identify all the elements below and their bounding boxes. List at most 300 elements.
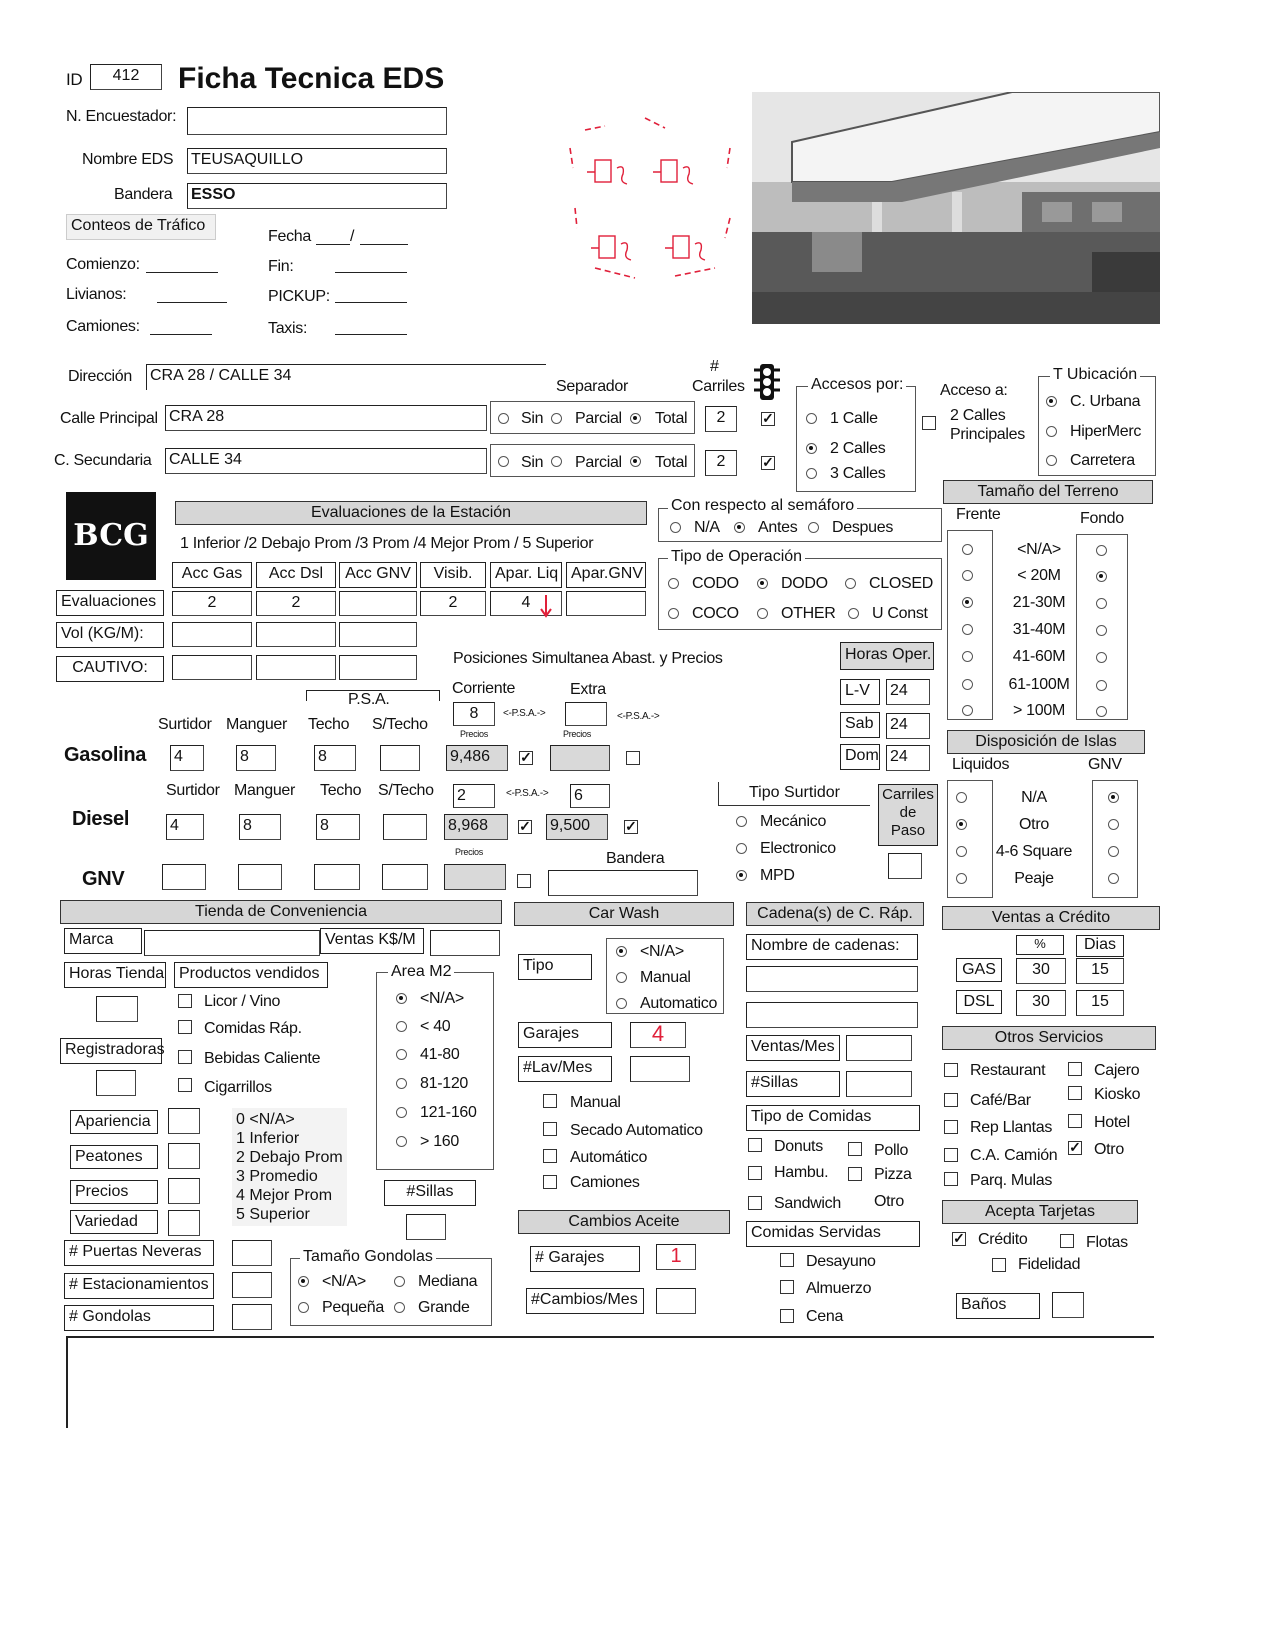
- eval-apar-liq-field[interactable]: 4: [490, 591, 562, 616]
- cadenas-sillas-field[interactable]: [846, 1071, 912, 1097]
- eval-col-header: Acc Dsl: [256, 562, 336, 588]
- fondo-radio[interactable]: [1096, 598, 1107, 609]
- semaforo-antes-radio[interactable]: [734, 522, 745, 533]
- precios-small: Precios: [563, 729, 591, 739]
- carriles-paso-field[interactable]: [888, 853, 922, 879]
- producto-licor-checkbox[interactable]: [178, 994, 192, 1008]
- sep-secundaria-parcial-radio[interactable]: [551, 456, 562, 467]
- sep-option-label: Parcial: [575, 410, 622, 427]
- carwash-manual-radio[interactable]: [616, 972, 627, 983]
- servida-desayuno-checkbox[interactable]: [780, 1253, 794, 1267]
- col-surtidor: Surtidor: [158, 716, 212, 733]
- col-manguer: Manguer: [234, 782, 296, 799]
- area-title: Area M2: [388, 963, 454, 981]
- eval-row-label: CAUTIVO:: [56, 656, 164, 682]
- operacion-option-label: COCO: [692, 605, 739, 622]
- credito-dsl-pct-field[interactable]: 30: [1016, 990, 1066, 1016]
- eval-acc-gnv-field[interactable]: [339, 591, 417, 616]
- sep-principal-total-radio[interactable]: [630, 413, 641, 424]
- surtidor-option-label: Electronico: [760, 840, 836, 857]
- carwash-service-label: Manual: [570, 1094, 621, 1111]
- credito-gas-pct-field[interactable]: 30: [1016, 958, 1066, 984]
- gondola-title: Tamaño Gondolas: [300, 1248, 436, 1266]
- operacion-uconst-radio[interactable]: [848, 608, 859, 619]
- cadenas-ventas-field[interactable]: [846, 1035, 912, 1061]
- diesel-surtidor-field[interactable]: 4: [166, 814, 204, 840]
- islas-gnv-radio[interactable]: [1108, 846, 1119, 857]
- id-field[interactable]: 412: [90, 64, 162, 90]
- accesos-option-label: 2 Calles: [830, 440, 886, 457]
- surtidor-electronico-radio[interactable]: [736, 843, 747, 854]
- ventas-tienda-label: Ventas K$/M: [320, 928, 424, 954]
- peatones-label: Peatones: [70, 1145, 158, 1169]
- sep-secundaria-sin-radio[interactable]: [498, 456, 509, 467]
- carwash-garajes-label: Garajes: [518, 1022, 612, 1048]
- principal-carriles-field[interactable]: 2: [705, 406, 737, 432]
- fecha-label: Fecha: [268, 228, 311, 245]
- islas-liquidos-radio[interactable]: [956, 819, 967, 830]
- horas-day-label: Dom: [840, 744, 880, 770]
- secundaria-carriles-field[interactable]: 2: [705, 450, 737, 476]
- carriles-label: Carriles: [692, 378, 745, 395]
- eval-apar-gnv-field[interactable]: [566, 591, 646, 616]
- horas-sab-field[interactable]: 24: [886, 713, 930, 739]
- precios-label: Precios: [70, 1180, 158, 1204]
- gondola-option-label: <N/A>: [322, 1273, 366, 1290]
- tarjeta-option-label: Crédito: [978, 1231, 1028, 1248]
- gasolina-surtidor-field[interactable]: 4: [170, 745, 204, 771]
- tipo-surtidor-title: Tipo Surtidor: [718, 782, 870, 806]
- frente-radio[interactable]: [962, 570, 973, 581]
- semaforo-na-radio[interactable]: [670, 522, 681, 533]
- comida-tipo-label: Sandwich: [774, 1195, 841, 1212]
- carwash-manual-checkbox[interactable]: [543, 1094, 557, 1108]
- otros-option-label: Otro: [1094, 1141, 1124, 1158]
- terreno-option-label: 41-60M: [1012, 648, 1066, 665]
- apariencia-label: Apariencia: [70, 1110, 158, 1134]
- otros-camion-checkbox[interactable]: [944, 1148, 958, 1162]
- islas-gnv-radio[interactable]: [1108, 819, 1119, 830]
- comida-sandwich-checkbox[interactable]: [748, 1196, 762, 1210]
- livianos-label: Livianos:: [66, 286, 127, 303]
- gasolina-manguer-field[interactable]: 8: [236, 745, 276, 771]
- bandera-label: Bandera: [114, 186, 173, 203]
- sep-secundaria-total-radio[interactable]: [630, 456, 641, 467]
- carwash-tipo-option: <N/A>: [640, 943, 684, 960]
- evaluaciones-title: Evaluaciones de la Estación: [175, 501, 647, 525]
- fondo-radio[interactable]: [1096, 652, 1107, 663]
- diesel-precio-a-field[interactable]: 8,968: [444, 814, 508, 840]
- eval-acc-dsl-field[interactable]: 2: [256, 591, 336, 616]
- pickup-label: PICKUP:: [268, 288, 330, 305]
- surtidor-mecanico-radio[interactable]: [736, 816, 747, 827]
- aceite-cambios-field[interactable]: [656, 1288, 696, 1314]
- estacionamientos-field[interactable]: [232, 1272, 272, 1298]
- secundaria-label: C. Secundaria: [54, 452, 152, 469]
- fondo-radio[interactable]: [1096, 571, 1107, 582]
- variedad-field[interactable]: [168, 1210, 200, 1236]
- comida-tipo-label: Hambu.: [774, 1164, 829, 1181]
- carwash-secado-checkbox[interactable]: [543, 1122, 557, 1136]
- area-option-label: > 160: [420, 1133, 459, 1150]
- islas-liquidos-label: Liquidos: [952, 756, 1010, 773]
- tienda-sillas-label: #Sillas: [384, 1180, 476, 1206]
- terreno-title: Tamaño del Terreno: [943, 480, 1153, 504]
- carriles-hash: #: [710, 358, 719, 375]
- area-radio[interactable]: [396, 993, 407, 1004]
- notes-field[interactable]: [66, 1336, 1154, 1428]
- horas-lv-field[interactable]: 24: [886, 679, 930, 705]
- horas-tienda-label: Horas Tienda: [64, 962, 166, 988]
- traffic-light-icon: [752, 362, 782, 402]
- frente-radio[interactable]: [962, 679, 973, 690]
- gondola-pequena-radio[interactable]: [298, 1302, 309, 1313]
- fondo-label: Fondo: [1080, 510, 1124, 527]
- fondo-radio[interactable]: [1096, 680, 1107, 691]
- diesel-precio-b-field[interactable]: 9,500: [546, 814, 608, 840]
- producto-label: Comidas Ráp.: [204, 1020, 302, 1037]
- horas-title: Horas Oper.: [840, 642, 934, 670]
- aceite-garajes-field[interactable]: 1: [656, 1244, 696, 1270]
- credito-dias-label: Dias: [1076, 935, 1124, 957]
- diesel-techo-field[interactable]: 8: [316, 814, 360, 840]
- nombre-eds-field[interactable]: TEUSAQUILLO: [187, 148, 447, 174]
- cautivo-dsl-field[interactable]: [256, 655, 336, 680]
- ubicacion-option-label: Carretera: [1070, 452, 1135, 469]
- ubicacion-carretera-radio[interactable]: [1046, 455, 1057, 466]
- aceite-cambios-label: #Cambios/Mes: [526, 1288, 644, 1314]
- comida-tipo-label: Pollo: [874, 1142, 909, 1159]
- estacionamientos-label: # Estacionamientos: [64, 1273, 214, 1299]
- islas-gnv-radio[interactable]: [1108, 873, 1119, 884]
- eval-col-header: Acc Gas: [172, 562, 252, 588]
- peatones-field[interactable]: [168, 1143, 200, 1169]
- vol-dsl-field[interactable]: [256, 622, 336, 647]
- otros-option-label: Kiosko: [1094, 1086, 1141, 1103]
- gondola-grande-radio[interactable]: [394, 1302, 405, 1313]
- producto-bebidas-checkbox[interactable]: [178, 1050, 192, 1064]
- diesel-b-checkbox[interactable]: ✓: [625, 818, 637, 834]
- diesel-stecho-field[interactable]: [383, 814, 427, 840]
- cadenas-tipo-label: Tipo de Comidas: [746, 1105, 920, 1131]
- islas-liquidos-group: [947, 780, 993, 898]
- otros-restaurant-checkbox[interactable]: [944, 1063, 958, 1077]
- carwash-camiones-checkbox[interactable]: [543, 1175, 557, 1189]
- islas-liquidos-radio[interactable]: [956, 792, 967, 803]
- tarjetas-title: Acepta Tarjetas: [942, 1200, 1138, 1224]
- secundaria-semaforo-checkbox[interactable]: ✓: [762, 454, 774, 470]
- operacion-closed-radio[interactable]: [845, 578, 856, 589]
- terreno-option-label: 31-40M: [1012, 621, 1066, 638]
- frente-radio[interactable]: [962, 651, 973, 662]
- gnv-stecho-field[interactable]: [382, 864, 428, 890]
- comida-hambu-checkbox[interactable]: [748, 1166, 762, 1180]
- carwash-automatico-radio[interactable]: [616, 998, 627, 1009]
- sep-principal-parcial-radio[interactable]: [551, 413, 562, 424]
- diesel-manguer-field[interactable]: 8: [239, 814, 281, 840]
- sep-option-label: Parcial: [575, 454, 622, 471]
- operacion-other-radio[interactable]: [757, 608, 768, 619]
- secundaria-field[interactable]: CALLE 34: [165, 448, 487, 474]
- servida-cena-checkbox[interactable]: [780, 1309, 794, 1323]
- cautivo-gas-field[interactable]: [172, 655, 252, 680]
- horas-tienda-field[interactable]: [96, 996, 138, 1022]
- carwash-automatico-checkbox[interactable]: [543, 1149, 557, 1163]
- gnv-techo-field[interactable]: [314, 864, 360, 890]
- marca-label: Marca: [64, 928, 142, 954]
- terreno-option-label: > 100M: [1012, 702, 1065, 719]
- gasolina-label: Gasolina: [64, 744, 147, 766]
- otros-cajero-checkbox[interactable]: [1068, 1062, 1082, 1076]
- precios-field[interactable]: [168, 1178, 200, 1204]
- fondo-radio[interactable]: [1096, 545, 1107, 556]
- bcg-logo: BCG: [66, 492, 156, 580]
- eval-acc-gas-field[interactable]: 2: [172, 591, 252, 616]
- credito-dsl-dias-field[interactable]: 15: [1076, 990, 1124, 1016]
- tarjeta-fidelidad-checkbox[interactable]: [992, 1258, 1006, 1272]
- scale-item: 2 Debajo Prom: [236, 1149, 343, 1166]
- puertas-label: # Puertas Neveras: [64, 1240, 214, 1266]
- fondo-radio[interactable]: [1096, 706, 1107, 717]
- bandera-field[interactable]: ESSO: [187, 183, 447, 209]
- cadenas-nombre-label: Nombre de cadenas:: [746, 934, 918, 960]
- cadenas-nombre-field-1[interactable]: [746, 966, 918, 992]
- acceso-a-option: 2 Calles Principales: [950, 407, 1025, 443]
- vol-gas-field[interactable]: [172, 622, 252, 647]
- operacion-coco-radio[interactable]: [668, 608, 679, 619]
- islas-title: Disposición de Islas: [947, 730, 1145, 754]
- ubicacion-option-label: HiperMerc: [1070, 423, 1142, 440]
- operacion-option-label: CLOSED: [869, 575, 933, 592]
- diesel-a-checkbox[interactable]: ✓: [519, 818, 531, 834]
- comida-tipo-label: Donuts: [774, 1138, 823, 1155]
- islas-liquidos-radio[interactable]: [956, 873, 967, 884]
- extra-label: Extra: [570, 681, 606, 698]
- extra-psa-field[interactable]: [565, 702, 607, 726]
- frente-radio[interactable]: [962, 597, 973, 608]
- fecha-sep: /: [350, 228, 355, 245]
- gasolina-extra-checkbox[interactable]: [626, 751, 640, 765]
- comida-tipo-label: Otro: [874, 1193, 904, 1210]
- col-techo: Techo: [308, 716, 350, 733]
- area-option-label: <N/A>: [420, 990, 464, 1007]
- separador-label: Separador: [556, 378, 629, 395]
- banos-label: Baños: [956, 1293, 1040, 1319]
- banos-field[interactable]: [1052, 1292, 1084, 1318]
- fin-label: Fin:: [268, 258, 294, 275]
- gasolina-precio-corriente-field[interactable]: 9,486: [446, 745, 508, 771]
- otros-kiosko-checkbox[interactable]: [1068, 1086, 1082, 1100]
- tarjeta-option-label: Fidelidad: [1018, 1256, 1081, 1273]
- registradoras-field[interactable]: [96, 1070, 136, 1096]
- comida-pizza-checkbox[interactable]: [848, 1167, 862, 1181]
- comida-donuts-checkbox[interactable]: [748, 1138, 762, 1152]
- cadenas-title: Cadena(s) de C. Ráp.: [746, 902, 924, 926]
- islas-option-label: N/A: [1021, 789, 1047, 806]
- marca-field[interactable]: [144, 930, 320, 956]
- diesel-label: Diesel: [72, 808, 130, 830]
- cadenas-nombre-field-2[interactable]: [746, 1002, 918, 1028]
- servida-almuerzo-checkbox[interactable]: [780, 1280, 794, 1294]
- scale-item: 3 Promedio: [236, 1168, 318, 1185]
- ventas-tienda-field[interactable]: [430, 930, 500, 956]
- horas-day-label: L-V: [840, 679, 880, 705]
- evaluaciones-scale: 1 Inferior /2 Debajo Prom /3 Prom /4 Mejor Prom / 5 Superior: [180, 535, 594, 552]
- credito-pct-label: %: [1016, 935, 1064, 955]
- otros-cafe-checkbox[interactable]: [944, 1093, 958, 1107]
- otros-llantas-checkbox[interactable]: [944, 1120, 958, 1134]
- tarjeta-credito-checkbox[interactable]: ✓: [953, 1230, 965, 1246]
- accesos-2calles-radio[interactable]: [806, 443, 817, 454]
- frente-label: Frente: [956, 506, 1001, 523]
- islas-gnv-radio[interactable]: [1108, 792, 1119, 803]
- producto-label: Cigarrillos: [204, 1079, 272, 1096]
- gasolina-precio-extra-field[interactable]: [550, 745, 610, 771]
- tarjeta-flotas-checkbox[interactable]: [1060, 1234, 1074, 1248]
- fondo-radio[interactable]: [1096, 625, 1107, 636]
- credito-gas-dias-field[interactable]: 15: [1076, 958, 1124, 984]
- operacion-dodo-radio[interactable]: [757, 578, 768, 589]
- area-option-label: 121-160: [420, 1104, 477, 1121]
- direccion-field[interactable]: CRA 28 / CALLE 34: [146, 364, 546, 390]
- gnv-label: GNV: [82, 868, 125, 890]
- corriente-psa-field[interactable]: 8: [453, 702, 495, 726]
- horas-day-label: Sab: [840, 712, 880, 738]
- carwash-service-label: Camiones: [570, 1174, 640, 1191]
- surtidor-mpd-radio[interactable]: [736, 870, 747, 881]
- semaforo-option-label: Antes: [758, 519, 798, 536]
- precios-small: Precios: [460, 729, 488, 739]
- carwash-garajes-field[interactable]: 4: [630, 1022, 686, 1048]
- posiciones-title: Posiciones Simultanea Abast. y Precios: [453, 650, 723, 667]
- accesos-option-label: 1 Calle: [830, 410, 878, 427]
- operacion-codo-radio[interactable]: [668, 578, 679, 589]
- ubicacion-urbana-radio[interactable]: [1046, 396, 1057, 407]
- otros-otro-checkbox[interactable]: ✓: [1069, 1139, 1081, 1155]
- diesel-psa-a-field[interactable]: 2: [453, 784, 495, 808]
- gasolina-techo-field[interactable]: 8: [314, 745, 356, 771]
- otros-mulas-checkbox[interactable]: [944, 1172, 958, 1186]
- otros-option-label: Hotel: [1094, 1114, 1130, 1131]
- surtidor-option-label: Mecánico: [760, 813, 827, 830]
- accesos-3calles-radio[interactable]: [806, 468, 817, 479]
- gnv-bandera-field[interactable]: [548, 870, 698, 896]
- psa-arrow: <-P.S.A.->: [506, 788, 549, 799]
- gondolas-label: # Gondolas: [64, 1305, 214, 1331]
- producto-comidas-checkbox[interactable]: [178, 1020, 192, 1034]
- apariencia-field[interactable]: [168, 1108, 200, 1134]
- gondola-na-radio[interactable]: [298, 1276, 309, 1287]
- carwash-lav-field[interactable]: [630, 1056, 690, 1082]
- sep-option-label: Sin: [521, 410, 544, 427]
- eval-visib-field[interactable]: 2: [420, 591, 486, 616]
- scale-item: 4 Mejor Prom: [236, 1187, 333, 1204]
- area-radio[interactable]: [396, 1136, 407, 1147]
- accesos-title: Accesos por:: [808, 376, 906, 394]
- cautivo-gnv-field[interactable]: [339, 655, 417, 680]
- gnv-checkbox[interactable]: [517, 874, 531, 888]
- ubicacion-option-label: C. Urbana: [1070, 393, 1141, 410]
- otros-hotel-checkbox[interactable]: [1068, 1114, 1082, 1128]
- credito-title: Ventas a Crédito: [942, 906, 1160, 930]
- frente-radio[interactable]: [962, 705, 973, 716]
- comida-servida-label: Cena: [806, 1308, 844, 1325]
- acceso-2calles-checkbox[interactable]: [922, 416, 936, 430]
- producto-cigarrillos-checkbox[interactable]: [178, 1078, 192, 1092]
- operacion-option-label: U Const: [872, 605, 928, 622]
- tienda-scale: [232, 1108, 347, 1226]
- gondolas-field[interactable]: [232, 1304, 272, 1330]
- terreno-option-label: <N/A>: [1017, 541, 1061, 558]
- gnv-surtidor-field[interactable]: [162, 864, 206, 890]
- area-radio[interactable]: [396, 1049, 407, 1060]
- semaforo-despues-radio[interactable]: [808, 522, 819, 533]
- carwash-tipo-label: Tipo: [518, 954, 592, 980]
- otros-option-label: Restaurant: [970, 1062, 1046, 1079]
- producto-label: Licor / Vino: [204, 993, 281, 1010]
- principal-label: Calle Principal: [60, 410, 158, 427]
- diesel-psa-b-field[interactable]: 6: [570, 784, 610, 808]
- col-manguer: Manguer: [226, 716, 288, 733]
- islas-liquidos-radio[interactable]: [956, 846, 967, 857]
- eval-col-header: Apar.GNV: [566, 562, 646, 588]
- cadenas-ventas-label: Ventas/Mes: [746, 1035, 840, 1061]
- operacion-option-label: OTHER: [781, 605, 836, 622]
- gnv-manguer-field[interactable]: [238, 864, 282, 890]
- gasolina-stecho-field[interactable]: [380, 745, 420, 771]
- accesos-1calle-radio[interactable]: [806, 413, 817, 424]
- horas-dom-field[interactable]: 24: [886, 745, 930, 771]
- psa-arrow: <-P.S.A.->: [617, 711, 660, 722]
- principal-semaforo-checkbox[interactable]: ✓: [762, 410, 774, 426]
- gnv-bandera-label: Bandera: [606, 850, 665, 867]
- tienda-title: Tienda de Conveniencia: [60, 900, 502, 924]
- ubicacion-hipermerc-radio[interactable]: [1046, 426, 1057, 437]
- encuestador-field[interactable]: [187, 107, 447, 135]
- area-radio[interactable]: [396, 1078, 407, 1089]
- nombre-eds-label: Nombre EDS: [82, 151, 174, 168]
- otros-option-label: Parq. Mulas: [970, 1172, 1053, 1189]
- sep-principal-sin-radio[interactable]: [498, 413, 509, 424]
- gasolina-corriente-checkbox[interactable]: ✓: [520, 749, 532, 765]
- col-surtidor: Surtidor: [166, 782, 220, 799]
- puertas-field[interactable]: [232, 1240, 272, 1266]
- principal-field[interactable]: CRA 28: [165, 405, 487, 431]
- tienda-sillas-field[interactable]: [406, 1214, 446, 1240]
- area-radio[interactable]: [396, 1021, 407, 1032]
- comida-pollo-checkbox[interactable]: [848, 1142, 862, 1156]
- area-radio[interactable]: [396, 1107, 407, 1118]
- credito-row-label: GAS: [956, 958, 1002, 982]
- vol-gnv-field[interactable]: [339, 622, 417, 647]
- operacion-title: Tipo de Operación: [668, 548, 805, 566]
- frente-radio[interactable]: [962, 544, 973, 555]
- frente-radio[interactable]: [962, 624, 973, 635]
- accesos-option-label: 3 Calles: [830, 465, 886, 482]
- producto-label: Bebidas Caliente: [204, 1050, 321, 1067]
- terreno-option-label: 61-100M: [1008, 676, 1070, 693]
- encuestador-label: N. Encuestador:: [66, 108, 177, 125]
- taxis-label: Taxis:: [268, 320, 308, 337]
- gnv-precio-field[interactable]: [444, 864, 506, 890]
- gondola-option-label: Grande: [418, 1299, 470, 1316]
- area-option-label: < 40: [420, 1018, 451, 1035]
- carwash-na-radio[interactable]: [616, 946, 627, 957]
- carwash-tipo-option: Manual: [640, 969, 691, 986]
- islas-option-label: 4-6 Square: [995, 843, 1073, 860]
- eval-col-header: Apar. Liq: [490, 562, 562, 588]
- gondola-mediana-radio[interactable]: [394, 1276, 405, 1287]
